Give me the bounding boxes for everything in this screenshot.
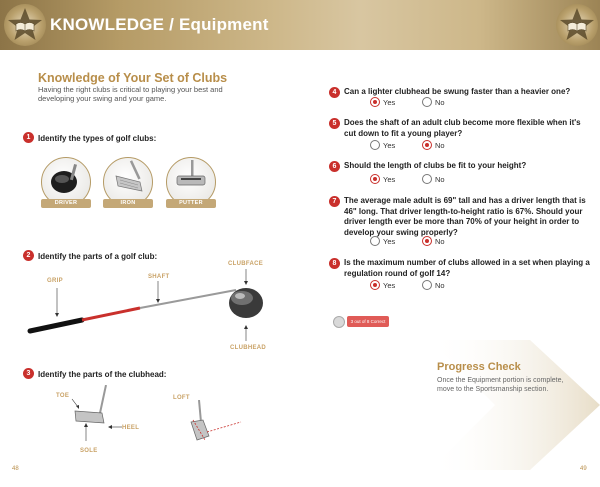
question-7-line-1: The average male adult is 69" tall and has a driver length that is (344, 196, 586, 205)
star-book-badge-left (4, 4, 46, 46)
question-7-yes-radio[interactable] (370, 236, 380, 246)
question-8-yes-label: Yes (383, 281, 396, 290)
question-7-no-radio[interactable] (422, 236, 432, 246)
question-4-no-label: No (435, 98, 445, 107)
star-book-badge-right (556, 4, 598, 46)
score-badge: 3 out of 8 Correct (347, 316, 389, 327)
step-number-3: 3 (23, 368, 34, 379)
question-4-yes-label: Yes (383, 98, 396, 107)
step-label-2: Identify the parts of a golf club: (38, 252, 158, 261)
page-title (50, 15, 269, 35)
question-number-7: 7 (329, 196, 340, 207)
step-number-1: 1 (23, 132, 34, 143)
question-6-yes-label: Yes (383, 175, 396, 184)
question-4-no-radio[interactable] (422, 97, 432, 107)
question-number-6: 6 (329, 161, 340, 172)
question-5-no-label: No (435, 141, 445, 150)
part-label-clubface: CLUBFACE (228, 261, 264, 267)
question-7-no-label: No (435, 237, 445, 246)
question-5-yes-radio[interactable] (370, 140, 380, 150)
header-band (0, 0, 600, 50)
question-number-5: 5 (329, 118, 340, 129)
star-book-icon (4, 4, 46, 46)
step-label-3: Identify the parts of the clubhead: (38, 370, 167, 379)
page-number-left: 48 (12, 466, 19, 472)
question-6-yes-radio[interactable] (370, 174, 380, 184)
question-7-line-3: driver length ever be more than 70% of your height in order to (344, 217, 580, 226)
clubhead-diagram-front (60, 385, 140, 450)
question-5-no-radio[interactable] (422, 140, 432, 150)
question-8-no-label: No (435, 281, 445, 290)
question-7-line-2: 46" long. That driver length-to-height ratio is 67%. Should your (344, 206, 583, 216)
question-6-no-radio[interactable] (422, 174, 432, 184)
part-label-shaft: SHAFT (148, 274, 170, 280)
question-text-5 (344, 118, 581, 139)
question-text-7 (344, 196, 586, 238)
club-type-label-iron: IRON (103, 199, 153, 208)
background-arrow-decoration (430, 330, 600, 480)
question-number-4: 4 (329, 87, 340, 98)
question-7-line-4: develop your swing properly? (344, 227, 458, 237)
section-subtitle: Having the right clubs is critical to playing your best and developing your swing and your game. (38, 85, 223, 103)
question-7-yes-label: Yes (383, 237, 396, 246)
step-number-2: 2 (23, 250, 34, 261)
question-5-line-1: Does the shaft of an adult club become more flexible when it's (344, 118, 581, 127)
question-text-6: Should the length of clubs be fit to your height? (344, 161, 527, 170)
header-topic: Equipment (178, 15, 269, 34)
progress-check-title: Progress Check (437, 361, 521, 373)
part-label-sole: SOLE (80, 448, 98, 454)
header-separator: / (164, 15, 179, 34)
part-label-loft: LOFT (173, 395, 190, 401)
clubhead-diagram-loft (185, 400, 245, 445)
part-label-clubhead: CLUBHEAD (230, 345, 267, 351)
question-number-8: 8 (329, 258, 340, 269)
question-6-no-label: No (435, 175, 445, 184)
question-4-yes-radio[interactable] (370, 97, 380, 107)
progress-check-text: Once the Equipment portion is complete, move to the Sportsmanship section. (437, 377, 564, 393)
question-8-line-2: regulation round of golf 14? (344, 268, 451, 278)
header-section: KNOWLEDGE (50, 15, 165, 34)
question-8-no-radio[interactable] (422, 280, 432, 290)
golf-club-diagram (20, 265, 280, 350)
page-number-right: 49 (580, 466, 587, 472)
question-text-8 (344, 258, 590, 279)
star-book-icon (556, 4, 598, 46)
club-type-label-putter: PUTTER (166, 199, 216, 208)
part-label-heel: HEEL (122, 425, 140, 431)
section-title: Knowledge of Your Set of Clubs (38, 71, 228, 85)
step-label-1: Identify the types of golf clubs: (38, 134, 157, 143)
part-label-grip: GRIP (47, 278, 63, 284)
result-indicator (333, 316, 345, 328)
question-5-yes-label: Yes (383, 141, 396, 150)
part-label-toe: TOE (56, 393, 70, 399)
question-8-line-1: Is the maximum number of clubs allowed in a set when playing a (344, 258, 590, 267)
question-5-line-2: cut down to fit a young player? (344, 128, 463, 138)
club-type-label-driver: DRIVER (41, 199, 91, 208)
question-text-4: Can a lighter clubhead be swung faster than a heavier one? (344, 87, 571, 96)
question-8-yes-radio[interactable] (370, 280, 380, 290)
